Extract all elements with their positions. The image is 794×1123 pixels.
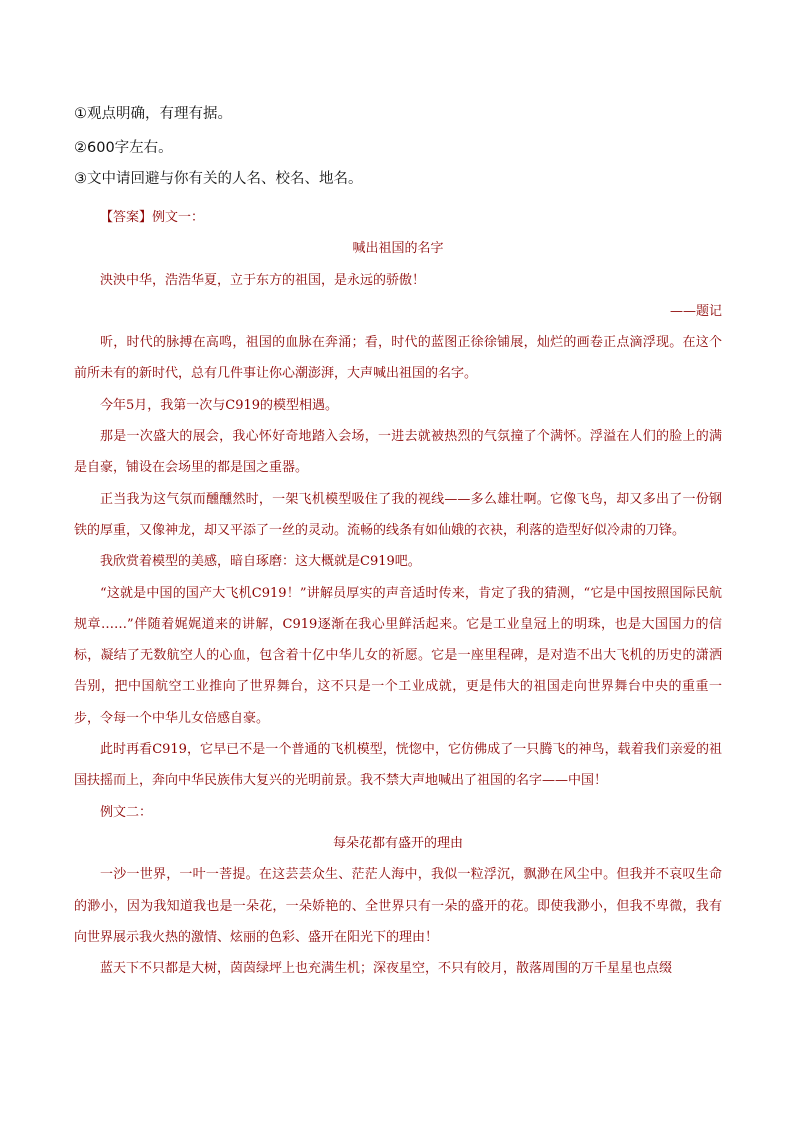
requirement-1: ①观点明确，有理有据。: [74, 106, 232, 122]
example1-paragraph: 听，时代的脉搏在高鸣，祖国的血脉在奔涌；看，时代的蓝图正徐徐铺展，灿烂的画卷正点滴浮现。在这个前所未有的新时代，总有几件事让你心潮澎湃，大声喊出祖国的名字。: [74, 335, 722, 382]
answer-header: [74, 202, 722, 233]
requirement-2: ②600字左右。: [74, 140, 173, 156]
example2-paragraph: 一沙一世界，一叶一菩提。在这芸芸众生、茫茫人海中，我似一粒浮沉，飘渺在风尘中。但我并不哀叹生命的渺小，因为我知道我也是一朵花，一朵娇艳的、全世界只有一朵的盛开的花。即使我渺小，但我不卑微，我有向世界展示我火热的激情、炫丽的色彩、盛开在阳光下的理由！: [74, 867, 722, 945]
epigraph-sign: ——题记: [669, 303, 722, 319]
example1-label: 例文一：: [152, 210, 205, 225]
example1-paragraph: 正当我为这气氛而醺醺然时，一架飞机模型吸住了我的视线——多么雄壮啊。它像飞鸟，却又多出了一份钢铁的厚重，又像神龙，却又平添了一丝的灵动。流畅的线条有如仙娥的衣袂，利落的造型好似冷肃的刀锋。: [74, 491, 722, 538]
example2-paragraph: 蓝天下不只都是大树，茵茵绿坪上也充满生机；深夜星空，不只有皎月，散落周围的万千星星也点缀: [100, 961, 673, 977]
example2-label: 例文二：: [100, 804, 153, 820]
example1-paragraph: 此时再看C919，它早已不是一个普通的飞机模型，恍惚中，它仿佛成了一只腾飞的神鸟，载着我们亲爱的祖国扶摇而上，奔向中华民族伟大复兴的光明前景。我不禁大声地喊出了祖国的名字——中国！: [74, 742, 722, 789]
example1-title: 喊出祖国的名字: [352, 241, 444, 257]
example1-paragraph: 我欣赏着模型的美感，暗自琢磨：这大概就是C919吧。: [100, 554, 421, 570]
answer-tag: 【答案】: [100, 210, 153, 225]
example1-paragraph: 那是一次盛大的展会，我心怀好奇地踏入会场，一进去就被热烈的气氛撞了个满怀。浮溢在人们的脸上的满是自豪，铺设在会场里的都是国之重器。: [74, 429, 722, 476]
example1-paragraph: “这就是中国的国产大飞机C919！”讲解员厚实的声音适时传来，肯定了我的猜测，“它是中国按照国际民航规章……”伴随着娓娓道来的讲解，C919逐渐在我心里鲜活起来。它是工业皇冠上的明珠，也是大国国力的信标，凝结了无数航空人的心血，包含着十亿中华儿女的祈愿。它是一座里程碑，是对造不出大飞机的历史的潇洒告别，把中国航空工业推向了世界舞台，这不只是一个工业成就，更是伟大的祖国走向世界舞台中央的重重一步，令每一个中华儿女倍感自豪。: [74, 585, 722, 726]
answer-section: [74, 202, 722, 984]
requirement-3: ③文中请回避与你有关的人名、校名、地名。: [74, 171, 363, 187]
example1-paragraph: 今年5月，我第一次与C919的模型相遇。: [100, 397, 339, 413]
epigraph: 泱泱中华，浩浩华夏，立于东方的祖国，是永远的骄傲！: [100, 272, 426, 288]
example2-title: 每朵花都有盛开的理由: [332, 835, 463, 851]
